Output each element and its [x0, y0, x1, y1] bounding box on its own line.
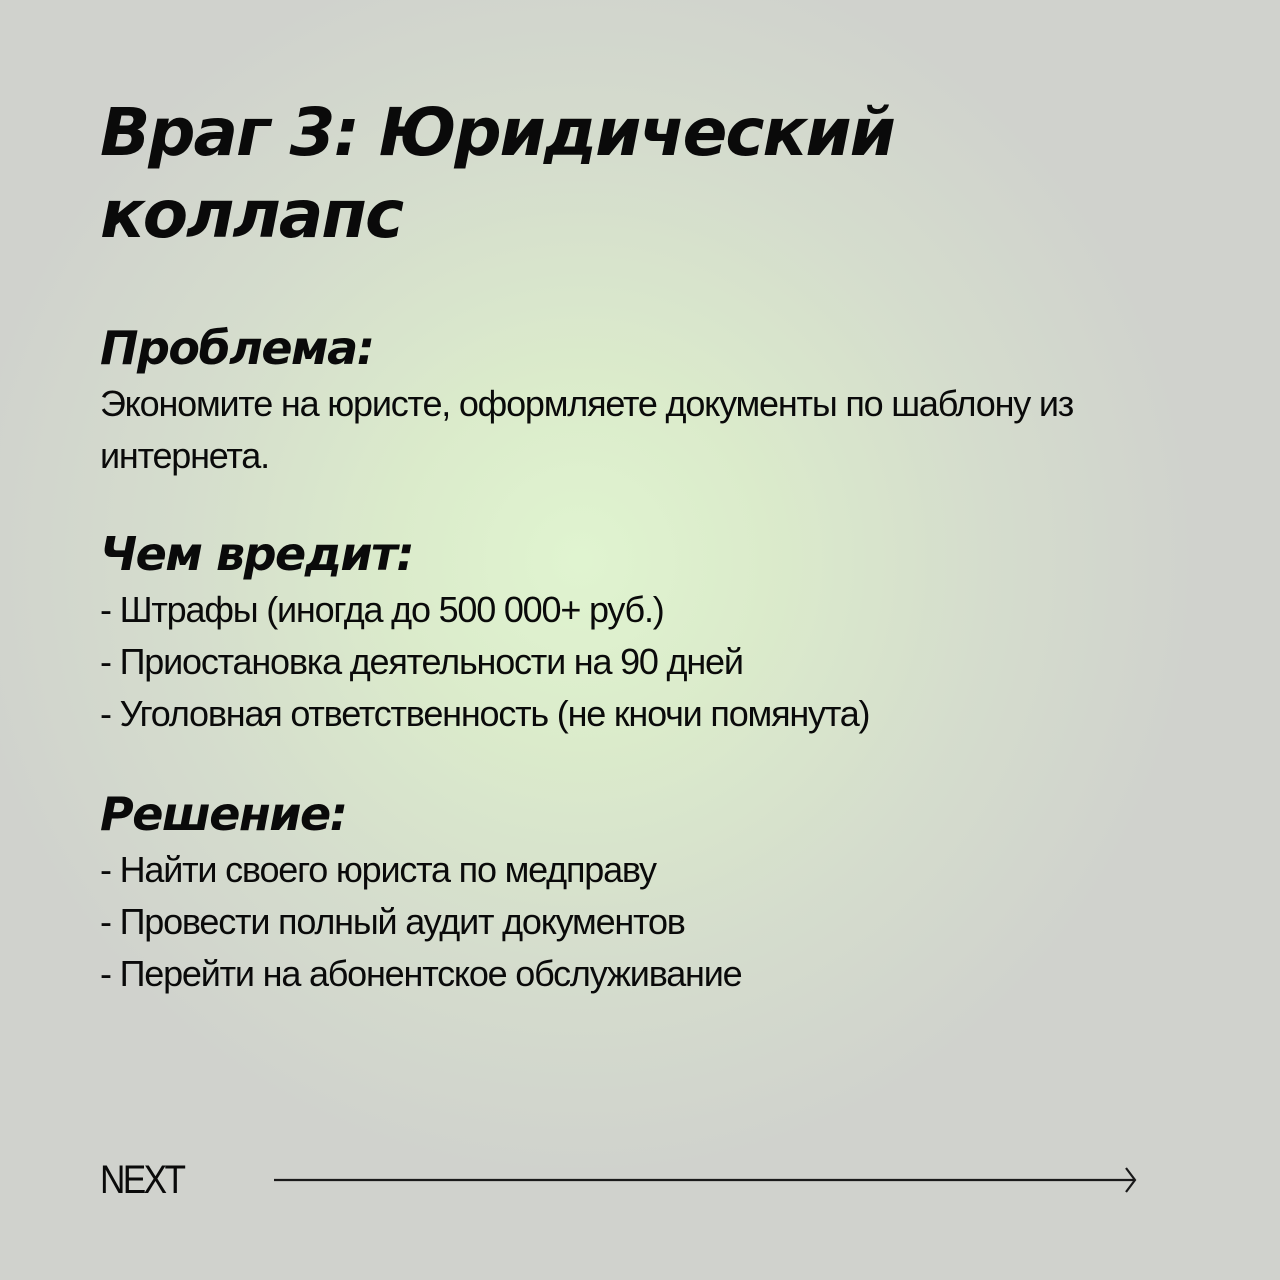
solution-item: - Найти своего юриста по медправу [100, 849, 656, 890]
solution-section [100, 786, 741, 1000]
harm-item: - Приостановка деятельности на 90 дней [100, 641, 743, 682]
problem-heading: Проблема: [100, 321, 374, 375]
problem-text: Экономите на юристе, оформляете документы по шаблону из интернета. [100, 383, 1074, 476]
harm-heading: Чем вредит: [100, 527, 414, 581]
solution-heading: Решение: [100, 787, 347, 841]
arrow-right-icon[interactable] [274, 1166, 1138, 1194]
solution-item: - Перейти на абонентское обслуживание [100, 953, 742, 994]
next-label[interactable]: NEXT [100, 1158, 184, 1202]
problem-section [100, 320, 1200, 482]
harm-section [100, 526, 869, 740]
harm-item: - Уголовная ответственность (не кночи помянута) [100, 693, 870, 734]
solution-item: - Провести полный аудит документов [100, 901, 685, 942]
next-navigation[interactable] [100, 1158, 1140, 1202]
harm-item: - Штрафы (иногда до 500 000+ руб.) [100, 589, 664, 630]
solution-list [100, 844, 741, 1000]
harm-list [100, 584, 869, 740]
slide-title: Враг 3: Юридический коллапс [100, 94, 894, 253]
